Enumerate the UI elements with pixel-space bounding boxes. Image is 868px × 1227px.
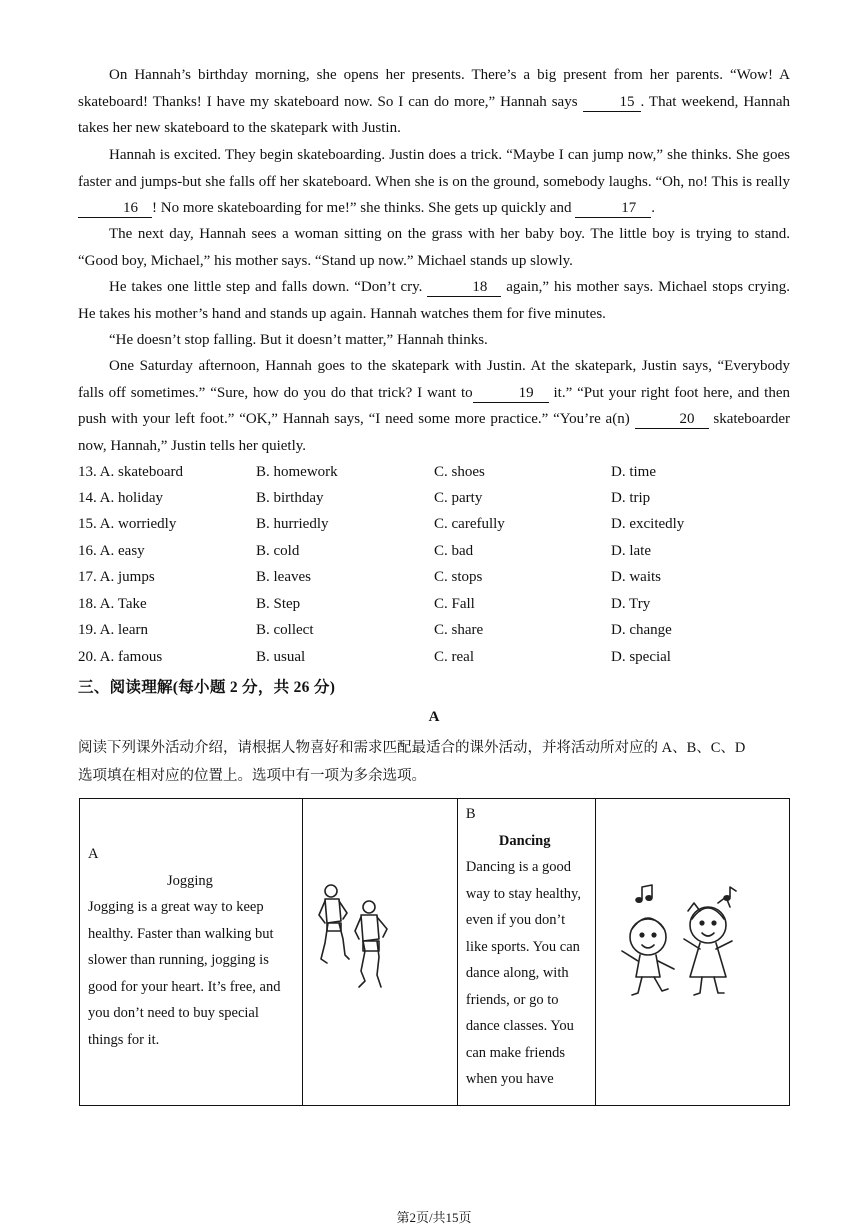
option-b: B. birthday: [256, 490, 324, 506]
blank-18: 18: [427, 279, 501, 297]
passage-paragraph-6: [78, 353, 790, 459]
option-a: 14. A. holiday: [78, 490, 163, 506]
passage-paragraph-4: [78, 274, 790, 327]
blank-16: 16: [78, 200, 152, 218]
option-c: C. bad: [434, 543, 474, 559]
option-c: C. carefully: [434, 516, 505, 532]
option-b: B. usual: [256, 649, 306, 665]
option-c: C. shoes: [434, 464, 485, 480]
part-label: A: [428, 709, 440, 725]
passage-paragraph-3: The next day, Hannah sees a woman sitting on the grass with her baby boy. The little boy is trying to stand. “Good boy, Michael,” his mother says. “Stand up now.” Michael stands up slowly.: [78, 226, 790, 269]
activity-title: Dancing: [498, 832, 551, 849]
activity-letter: A: [88, 846, 99, 862]
instruction-line-2: 选项填在相对应的位置上。选项中有一项为多余选项。: [78, 768, 426, 784]
option-a: 18. A. Take: [78, 596, 147, 612]
activity-line: can make friends: [465, 1044, 565, 1061]
option-d: D. time: [611, 464, 656, 480]
passage-text: again,” his mother says. Michael stops crying. He takes his mother’s hand and stands up again. Hannah watches them for five minutes.: [78, 279, 790, 322]
activity-line: when you have: [465, 1071, 554, 1087]
activity-line: slower than running, jogging is: [88, 952, 269, 968]
passage-text: . That weekend, Hannah takes her new skateboard to the skatepark with Justin.: [78, 93, 791, 136]
option-row-13: [78, 459, 798, 485]
option-b: B. Step: [256, 596, 301, 612]
activity-table: [79, 798, 790, 1106]
option-c: C. party: [434, 490, 483, 506]
option-a: 20. A. famous: [78, 649, 163, 665]
activity-line: dance along, with: [465, 965, 569, 981]
option-a: 17. A. jumps: [78, 569, 155, 585]
passage-text: He takes one little step and falls down. “Don’t cry.: [109, 279, 428, 295]
option-c: C. Fall: [434, 596, 475, 612]
option-a: 15. A. worriedly: [78, 516, 177, 532]
passage-text: skateboarder now, Hannah,” Justin tells her quietly.: [78, 411, 790, 454]
activity-line: even if you don’t: [465, 912, 566, 928]
passage-paragraph-5: “He doesn’t stop falling. But it doesn’t matter,” Hannah thinks.: [109, 332, 488, 348]
dancing-kids-illustration: [596, 799, 789, 1100]
option-d: D. change: [611, 622, 672, 638]
option-row-20: [78, 644, 798, 670]
option-d: D. waits: [611, 569, 661, 585]
passage-text: ! No more skateboarding for me!” she thinks. She gets up quickly and: [152, 200, 576, 216]
option-c: C. real: [434, 649, 474, 665]
option-a: 16. A. easy: [78, 543, 145, 559]
option-a: 13. A. skateboard: [78, 464, 183, 480]
activity-line: Jogging is a great way to keep: [88, 899, 264, 915]
option-d: D. late: [611, 543, 651, 559]
option-row-18: [78, 591, 798, 617]
option-row-16: [78, 538, 798, 564]
activity-line: you don’t need to buy special: [88, 1005, 259, 1021]
passage-text: Hannah is excited. They begin skateboarding. Justin does a trick. “Maybe I can jump now,” she thinks. She goes faster and jumps-but she falls off her skateboard. When she is on the ground, somebody laughs. “Oh, no! This is really: [78, 147, 790, 190]
passage-paragraph-1: [78, 62, 790, 142]
activity-line: healthy. Faster than walking but: [88, 925, 274, 942]
passage-text: One Saturday afternoon, Hannah goes to the skatepark with Justin. At the skatepark, Justin says, “Everybody falls off sometimes.” “Sure, how do you do that trick? I want to: [78, 358, 790, 401]
option-row-15: [78, 511, 798, 537]
option-d: D. special: [611, 649, 671, 665]
activity-title: Jogging: [167, 872, 213, 889]
activity-line: way to stay healthy,: [465, 885, 581, 902]
option-d: D. Try: [611, 596, 651, 612]
option-a: 19. A. learn: [78, 622, 148, 638]
option-b: B. hurriedly: [256, 516, 329, 532]
dancing-image-cell: [596, 799, 790, 1106]
option-row-14: [78, 485, 798, 511]
option-b: B. homework: [256, 464, 338, 480]
passage-text: it.” “Put your right foot here, and then push with your left foot.” “OK,” Hannah says, “I need some more practice.” “You’re a(n): [78, 384, 790, 427]
blank-20: 20: [635, 411, 709, 429]
blank-17: 17: [575, 200, 651, 218]
blank-19: 19: [473, 385, 549, 403]
option-d: D. excitedly: [611, 516, 685, 532]
option-b: B. collect: [256, 622, 314, 638]
option-row-19: [78, 617, 798, 643]
activity-line: things for it.: [88, 1031, 160, 1048]
passage-text: .: [651, 200, 655, 216]
option-d: D. trip: [611, 490, 651, 506]
activity-line: good for your heart. It’s free, and: [88, 978, 281, 995]
option-c: C. stops: [434, 569, 483, 585]
activity-letter: B: [465, 806, 476, 822]
blank-15: 15: [583, 94, 641, 112]
activity-b-cell: [457, 799, 595, 1106]
activity-line: friends, or go to: [465, 991, 559, 1008]
activity-line: like sports. You can: [465, 938, 580, 955]
passage-paragraph-2: [78, 142, 790, 222]
passage-text: On Hannah’s birthday morning, she opens her presents. There’s a big present from her parents. “Wow! A skateboard! Thanks! I have my skateboard now. So I can do more,” Hannah says: [78, 67, 790, 110]
page-footer: 第2页/共15页: [396, 1210, 472, 1225]
option-row-17: [78, 564, 798, 590]
section-title: 三、阅读理解(每小题 2 分，共 26 分): [78, 679, 336, 696]
joggers-illustration: [303, 799, 457, 1100]
option-b: B. cold: [256, 543, 300, 559]
option-c: C. share: [434, 622, 484, 638]
activity-line: Dancing is a good: [465, 859, 572, 875]
instruction-line-1: 阅读下列课外活动介绍，请根据人物喜好和需求匹配最适合的课外活动，并将活动所对应的 A、B、C、D: [78, 740, 746, 756]
activity-line: dance classes. You: [465, 1018, 574, 1034]
option-b: B. leaves: [256, 569, 311, 585]
jogging-image-cell: [302, 799, 457, 1106]
activity-a-cell: [80, 799, 303, 1106]
